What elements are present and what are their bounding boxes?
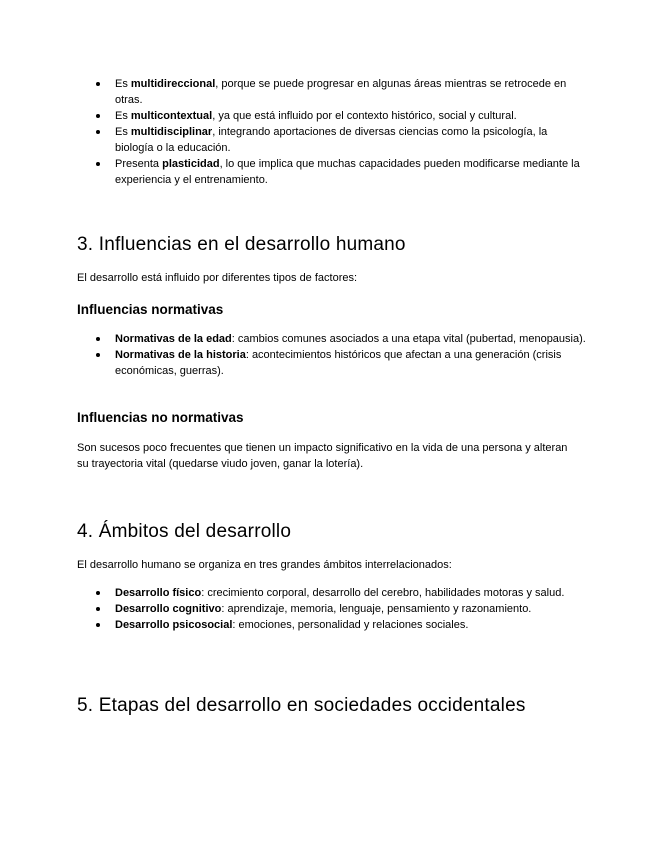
list-item [96,124,586,156]
list-item [96,347,586,379]
list-item [96,108,586,124]
section-3-intro: El desarrollo está influido por diferentes tipos de factores: [77,272,358,284]
list-item-prefix: Presenta [115,158,163,170]
list-item-term: Desarrollo cognitivo [115,603,222,615]
non-normative-influences-text: Son sucesos poco frecuentes que tienen un impacto significativo en la vida de una persona y alteran su trayectoria vital (quedarse viudo joven, ganar la lotería). [77,442,568,470]
normative-influences-list [96,331,586,379]
list-item-description: , lo que implica que muchas capacidades pueden modificarse mediante la experiencia y el entrenamiento. [115,158,580,186]
bullet-icon [96,623,100,627]
bullet-icon [96,130,100,134]
section-5-heading: 5. Etapas del desarrollo en sociedades occidentales [77,695,526,716]
list-item-term: Normativas de la historia [115,349,246,361]
list-item-term: multidisciplinar [130,126,213,138]
list-item-term: multidireccional [130,78,216,90]
normative-influences-heading: Influencias normativas [77,302,224,317]
list-item [96,76,586,108]
list-item-prefix: Es [115,78,131,90]
characteristics-list [96,76,586,188]
list-item-description: , integrando aportaciones de diversas ciencias como la psicología, la biología o la educación. [115,126,548,154]
development-domains-list [96,585,586,633]
list-item-description: , porque se puede progresar en algunas áreas mientras se retrocede en otras. [115,78,567,106]
section-4-intro: El desarrollo humano se organiza en tres grandes ámbitos interrelacionados: [77,559,452,571]
bullet-icon [96,591,100,595]
bullet-icon [96,353,100,357]
bullet-icon [96,114,100,118]
list-item-term: Desarrollo psicosocial [115,619,233,631]
list-item-description: : crecimiento corporal, desarrollo del cerebro, habilidades motoras y salud. [201,587,565,599]
list-item-prefix: Es [115,110,131,122]
list-item-description: , ya que está influido por el contexto histórico, social y cultural. [212,110,517,122]
non-normative-influences-heading: Influencias no normativas [77,410,244,425]
bullet-icon [96,337,100,341]
bullet-icon [96,162,100,166]
list-item-term: Normativas de la edad [115,333,232,345]
list-item-description: : aprendizaje, memoria, lenguaje, pensamiento y razonamiento. [221,603,532,615]
bullet-icon [96,82,100,86]
list-item [96,585,586,601]
list-item [96,617,586,633]
list-item [96,331,586,347]
list-item-term: Desarrollo físico [115,587,202,599]
list-item [96,601,586,617]
list-item [96,156,586,188]
list-item-description: : acontecimientos históricos que afectan a una generación (crisis económicas, guerras). [115,349,562,377]
section-3-heading: 3. Influencias en el desarrollo humano [77,234,406,255]
list-item-term: multicontextual [130,110,213,122]
bullet-icon [96,607,100,611]
list-item-term: plasticidad [162,158,220,170]
list-item-description: : emociones, personalidad y relaciones sociales. [232,619,469,631]
list-item-description: : cambios comunes asociados a una etapa vital (pubertad, menopausia). [231,333,586,345]
list-item-prefix: Es [115,126,131,138]
section-4-heading: 4. Ámbitos del desarrollo [77,521,292,542]
